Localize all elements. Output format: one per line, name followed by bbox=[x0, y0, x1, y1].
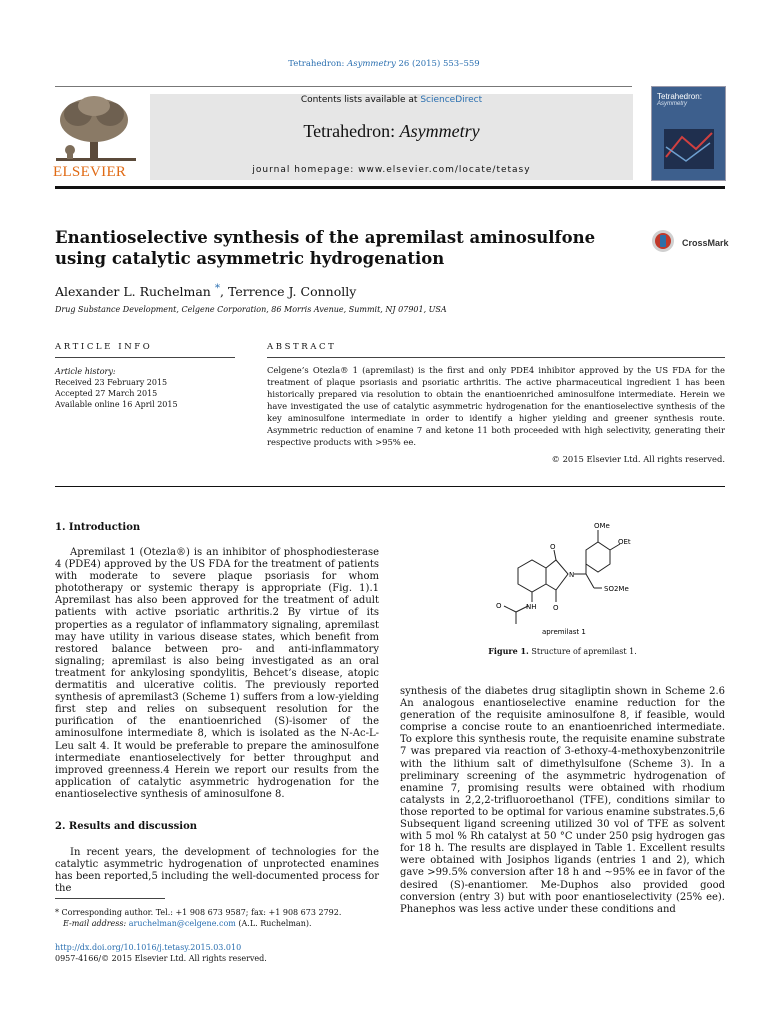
header-bottom-rule bbox=[55, 186, 725, 189]
email-link[interactable]: aruchelman@celgene.com bbox=[128, 919, 236, 928]
doi-link[interactable]: http://dx.doi.org/10.1016/j.tetasy.2015.03.010 bbox=[55, 943, 242, 952]
figure-caption: Figure 1. Structure of apremilast 1. bbox=[488, 646, 637, 656]
abstract-copyright: © 2015 Elsevier Ltd. All rights reserved. bbox=[551, 454, 725, 464]
label-o-bottom: O bbox=[553, 604, 559, 612]
section-heading-results: 2. Results and discussion bbox=[55, 821, 198, 832]
article-info-rule bbox=[55, 357, 235, 358]
label-so2me: SO2Me bbox=[604, 585, 629, 593]
accepted-date: Accepted 27 March 2015 bbox=[55, 389, 158, 398]
crossmark-label[interactable]: CrossMark bbox=[682, 238, 729, 248]
received-date: Received 23 February 2015 bbox=[55, 378, 168, 387]
cover-title: Tetrahedron: bbox=[657, 92, 702, 101]
section-heading-introduction: 1. Introduction bbox=[55, 522, 141, 533]
contents-line: Contents lists available at ScienceDirect bbox=[300, 95, 483, 105]
results-paragraph: In recent years, the development of technologies for the catalytic asymmetric hydrogenation of unprotected enamines has been reported,5 including the well-documented process for the bbox=[55, 847, 379, 895]
article-title: Enantioselective synthesis of the apremilast aminosulfone using catalytic asymmetric hydrogenation bbox=[55, 228, 596, 268]
corresponding-footnote: * Corresponding author. Tel.: +1 908 673 9587; fax: +1 908 673 2792. E-mail address: aruchelman@celgene.com (A.L. Ruchelman). bbox=[55, 908, 342, 928]
label-oet: OEt bbox=[618, 538, 631, 546]
journal-title: Tetrahedron: Asymmetry bbox=[303, 121, 480, 141]
apremilast-structure-figure bbox=[490, 520, 640, 640]
label-o-top: O bbox=[550, 543, 556, 551]
journal-reference[interactable]: Tetrahedron: Asymmetry 26 (2015) 553–559 bbox=[288, 59, 480, 69]
crossmark-icon[interactable] bbox=[651, 229, 675, 253]
corresponding-author-mark[interactable]: * bbox=[214, 282, 221, 294]
online-date: Available online 16 April 2015 bbox=[55, 400, 178, 409]
abstract-rule bbox=[267, 357, 725, 358]
compound-label: apremilast 1 bbox=[542, 628, 586, 636]
article-info-heading: ARTICLE INFO bbox=[55, 342, 153, 352]
introduction-paragraph: Apremilast 1 (Otezla®) is an inhibitor of phosphodiesterase 4 (PDE4) approved by the US FDA for the treatment of patients with moderate to severe plaque psoriasis for whom phototherapy or systemic therapy is appropriate (Fig. 1).1 Apremilast has also been approved for the treatment of adult patients with active psoriatic arthritis.2 By virtue of its properties as a regulator of inflammatory signaling, apremilast may have utility in various disease states, which benefit from restored balance between pro- and anti-inflammatory signaling; apremilast is also being investigated as an oral treatment for ankylosing spondylitis, Behcet’s disease, atopic dermatitis and ulcerative colitis. The previously reported synthesis of apremilast3 (Scheme 1) suffers from a low-yielding first step and relies on subsequent resolution for the purification of the enantioenriched (S)-isomer of the aminosulfone intermediate 8, which is isolated as the N-Ac-L-Leu salt 4. It would be preferable to prepare the aminosulfone intermediate enantioselectively for better throughput and improved greenness.4 Herein we report our results from the application of catalytic asymmetric hydrogenation for the enantioselective synthesis of aminosulfone 8. bbox=[55, 547, 379, 800]
abstract-heading: ABSTRACT bbox=[267, 342, 337, 352]
right-column-paragraph: synthesis of the diabetes drug sitagliptin shown in Scheme 2.6 An analogous enantioselective enamine reduction for the generation of the requisite aminosulfone 8, if feasible, would comprise a concise route to an enantioenriched intermediate. To explore this synthesis route, the requisite enamine substrate 7 was prepared via reaction of 3-ethoxy-4-methoxybenzonitrile with the lithium salt of dimethylsulfone (Scheme 3). In a preliminary screening of the asymmetric hydrogenation of enamine 7, promising results were obtained with rhodium catalysts in 2,2,2-trifluoroethanol (TFE), conditions similar to those reported to be optimal for various enamine substrates.5,6 Subsequent ligand screening utilized 30 vol of TFE as solvent with 5 mol % Rh catalyst at 50 °C under 250 psig hydrogen gas for 18 h. The results are displayed in Table 1. Excellent results were obtained with Josiphos ligands (entries 1 and 2), which gave >99.5% conversion after 18 h and ~95% ee in favor of the desired (S)-enantiomer. Me-Duphos also provided good conversion (entry 3) but with poor enantioselectivity (25% ee). Phanephos was less active under these conditions and bbox=[400, 686, 725, 915]
elsevier-wordmark: ELSEVIER bbox=[53, 164, 127, 180]
sciencedirect-link[interactable]: ScienceDirect bbox=[420, 95, 483, 105]
author-list bbox=[55, 282, 356, 299]
author-name: , Terrence J. Connolly bbox=[220, 284, 357, 300]
journal-homepage[interactable]: journal homepage: www.elsevier.com/locate/tetasy bbox=[252, 165, 531, 175]
label-nh: NH bbox=[526, 603, 537, 611]
affiliation: Drug Substance Development, Celgene Corporation, 86 Morris Avenue, Summit, NJ 07901, USA bbox=[55, 305, 447, 314]
label-ome: OMe bbox=[594, 522, 610, 530]
author-name: Alexander L. Ruchelman bbox=[55, 284, 211, 300]
label-o-amide: O bbox=[496, 602, 502, 610]
abstract-text: Celgene’s Otezla® 1 (apremilast) is the first and only PDE4 inhibitor approved by the US FDA for the treatment of plaque psoriasis and psoriatic arthritis. The active pharmaceutical ingredient 1 has been historically prepared via resolution to obtain the enantioenriched aminosulfone intermediate. Herein we have investigated the use of catalytic asymmetric hydrogenation for the enantioselective synthesis of the key aminosulfone intermediate in order to identify a higher yielding and greener synthesis route. Asymmetric reduction of enamine 7 and ketone 11 both proceeded with high selectivity, generating their respective products with >95% ee. bbox=[267, 365, 725, 447]
label-n: N bbox=[569, 571, 575, 579]
section-divider-rule bbox=[55, 486, 725, 487]
article-history bbox=[55, 366, 178, 410]
cover-subtitle: Asymmetry bbox=[657, 101, 687, 107]
footnote-rule bbox=[55, 898, 165, 899]
issn-copyright: 0957-4166/© 2015 Elsevier Ltd. All rights reserved. bbox=[55, 954, 267, 963]
history-label: Article history: bbox=[55, 367, 116, 376]
header-top-rule bbox=[55, 86, 632, 87]
